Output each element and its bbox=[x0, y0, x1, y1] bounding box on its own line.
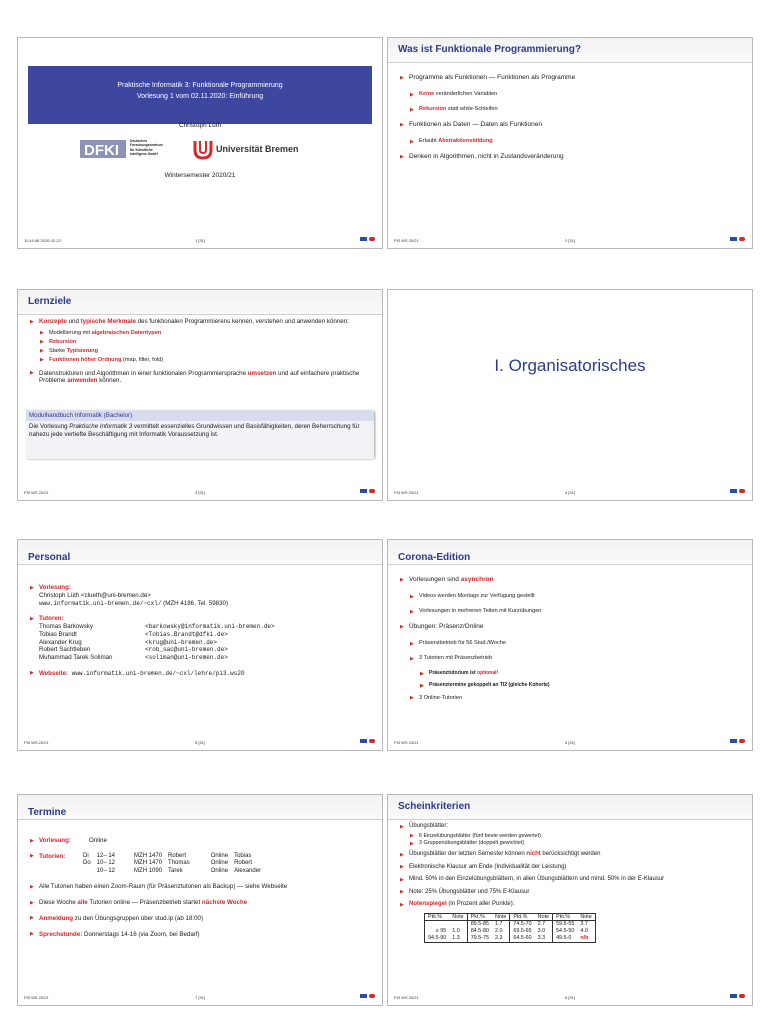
sub-bullet: ▶ Präsenzbetrieb für 56 Stud./Woche bbox=[410, 640, 742, 647]
slide-4 bbox=[388, 290, 752, 500]
footer-logo-icon bbox=[730, 488, 746, 494]
footer bbox=[394, 236, 746, 245]
bullet: ▶ Vorlesungen sind asynchron bbox=[400, 576, 742, 584]
slide-body bbox=[30, 837, 372, 947]
slide-title: Termine bbox=[28, 807, 67, 818]
footer bbox=[24, 738, 376, 747]
semester: Wintersemester 2020/21 bbox=[164, 172, 236, 179]
footer-logo-icon bbox=[360, 236, 376, 242]
bullet: ▶ Vorlesung: Christoph Lüth <clueth@uni-bremen.de> www.informatik.uni-bremen.de/~cxl/ (MZH 4186, Tel. 59830) bbox=[30, 584, 372, 607]
uni-bremen-logo bbox=[192, 138, 312, 160]
footer-page: 1 [31] bbox=[194, 238, 205, 243]
tutor-row: Alexander Krug <krug@uni-bremen.de> bbox=[39, 638, 218, 646]
sub-bullet: ▶ 3 Gruppenübungsblätter (doppelt gewichtet) bbox=[410, 840, 742, 847]
bullet: ▶ Denken in Algorithmen, nicht in Zustandsveränderung bbox=[400, 153, 742, 161]
tutorien-table bbox=[80, 853, 264, 876]
bullet: ▶ Vorlesung: Online bbox=[30, 837, 372, 845]
bullet: ▶ Tutoren: Thomas Barkowsky <barkowsky@informatik.uni-bremen.de> Tobias Brandt <Tobias.Brandt@dfki.de> Alexander Krug <krug@uni-bremen.de> Robert Sachtleben <rob_sac@uni-bremen.de> Muhammad Tarek Soliman <soliman@uni-bremen.de> bbox=[30, 615, 372, 662]
bullet: ▶ Diese Woche alle Tutorien online — Präsenzbetrieb startet nächste Woche bbox=[30, 899, 372, 907]
lecture-subtitle: Vorlesung 1 vom 02.11.2020: Einführung bbox=[136, 93, 264, 101]
sub-bullet: ▶ Videos werden Montags zur Verfügung gestellt bbox=[410, 593, 742, 600]
footer-left: PI3 WS 20/21 bbox=[394, 995, 419, 1000]
bullet: ▶ Konzepte und typische Merkmale des funktionalen Programmierens kennen, verstehen und anwenden können: bbox=[30, 318, 372, 326]
tutor-row: Robert Sachtleben <rob_sac@uni-bremen.de> bbox=[39, 646, 228, 654]
sub-bullet: ▶ Erlaubt Abstraktionsbildung bbox=[410, 138, 742, 145]
lecture-title: Praktische Informatik 3: Funktionale Programmierung bbox=[117, 82, 283, 89]
slide-title: Corona-Edition bbox=[398, 552, 471, 563]
bullet: ▶ Alle Tutorien haben einen Zoom-Raum (für Präsenztutorien als Backup) — siehe Webseite bbox=[30, 883, 372, 891]
sub-bullet: ▶ Vorlesungen in mehreren Teilen mit Kurzübungen bbox=[410, 608, 742, 615]
bullet: ▶ Programme als Funktionen — Funktionen als Programme bbox=[400, 74, 742, 82]
bullet: ▶ Webseite: www.informatik.uni-bremen.de/~cxl/lehre/pi3.ws20 bbox=[30, 670, 372, 678]
slide-header bbox=[388, 795, 752, 820]
slide-title: Scheinkriterien bbox=[398, 801, 471, 812]
footer-page: 2 [31] bbox=[564, 238, 575, 243]
sub-sub-bullet: ▶ Präsenztermine gekoppelt an TI2 (gleiche Kohorte) bbox=[420, 682, 742, 688]
footer-left: 11:44:08 2020-02-22 bbox=[24, 238, 61, 243]
footer bbox=[24, 993, 376, 1002]
footer-logo-icon bbox=[730, 236, 746, 242]
footer bbox=[394, 993, 746, 1002]
footer bbox=[394, 488, 746, 497]
footer-page: 6 [31] bbox=[564, 740, 575, 745]
footer bbox=[24, 488, 376, 497]
slide-title: Lernziele bbox=[28, 296, 72, 307]
bullet: ▶ Übungsblätter der letzten Semester können nicht berücksichtigt werden bbox=[400, 851, 742, 859]
footer bbox=[394, 738, 746, 747]
slide-2 bbox=[388, 38, 752, 248]
uni-bremen-icon bbox=[192, 138, 214, 160]
tutor-list bbox=[39, 623, 372, 662]
bullet: ▶ Übungen: Präsenz/Online bbox=[400, 623, 742, 631]
slide-body bbox=[400, 576, 742, 710]
slide-1 bbox=[18, 38, 382, 248]
footer-left: PI3 WS 20/21 bbox=[394, 490, 419, 495]
slide-header bbox=[18, 795, 382, 820]
footer-page: 7 [31] bbox=[194, 995, 205, 1000]
table-row: ≥ 95 1.0 84.5-80 2.0 69.5-65 3.0 54.5-50 4.0 bbox=[425, 928, 596, 935]
sub-bullet: ▶ 3 Online-Tutorien bbox=[410, 695, 742, 702]
footer-logo-icon bbox=[360, 488, 376, 494]
dfki-logo bbox=[80, 138, 170, 160]
table-row: Di 12– 14 MZH 1470 Robert Online Tobias bbox=[83, 852, 252, 859]
tutor-row: Tobias Brandt <Tobias.Brandt@dfki.de> bbox=[39, 630, 228, 638]
slide-header bbox=[388, 540, 752, 565]
sub-bullet: ▶ Funktionen höher Ordnung (map, filter, fold) bbox=[40, 357, 372, 364]
title-box bbox=[28, 66, 372, 124]
bullet: ▶ Note: 25% Übungsblätter und 75% E-Klausur bbox=[400, 889, 742, 897]
author: Christoph Lüth bbox=[178, 122, 222, 129]
footer-logo-icon bbox=[360, 993, 376, 999]
svg-text:DFKI: DFKI bbox=[84, 142, 119, 159]
footer bbox=[24, 236, 376, 245]
slide-body bbox=[30, 318, 372, 389]
uni-bremen-name: Universität Bremen bbox=[216, 144, 299, 154]
footer-left: PI3 WS 20/21 bbox=[394, 740, 419, 745]
bullet: ▶ Sprechstunde: Donnerstags 14-16 (via Zoom, bei Bedarf) bbox=[30, 931, 372, 939]
bullet: ▶ Übungsblätter: bbox=[400, 823, 742, 831]
slide-title: Personal bbox=[28, 552, 71, 563]
table-row: 94.5-90 1.3 79.5-75 2.3 64.5-60 3.3 49.5-0 n/b bbox=[425, 935, 596, 942]
grade-table bbox=[424, 913, 596, 943]
slide-header bbox=[388, 38, 752, 63]
footer-left: PI3 WS 20/21 bbox=[24, 740, 49, 745]
dfki-text: Deutsches Forschungszentrum für Künstliche Intelligenz GmbH bbox=[130, 139, 163, 156]
section-title: I. Organisatorisches bbox=[494, 356, 646, 375]
slide-header bbox=[18, 540, 382, 565]
table-row: Do 10– 12 MZH 1470 Thomas Online Robert bbox=[83, 860, 253, 867]
tutor-row: Muhammad Tarek Soliman <soliman@uni-bremen.de> bbox=[39, 654, 228, 661]
module-box-text: Die Vorlesung Praktische Informatik 3 vermittelt essenzielles Grundwissen und Basisfähigkeiten, deren Beherrschung für nahezu jede vertiefte Beschäftigung mit Informatik Voraussetzung ist. bbox=[26, 421, 374, 459]
sub-bullet: ▶ Rekursion bbox=[40, 339, 372, 346]
footer-left: PI3 WS 20/21 bbox=[24, 995, 49, 1000]
table-row: 89.5-85 1.7 74.5-70 2.7 59.5-55 3.7 bbox=[425, 921, 596, 928]
module-box bbox=[26, 410, 374, 458]
sub-sub-bullet: ▶ Präsenztutorium ist optional! bbox=[420, 670, 742, 676]
sub-bullet: ▶ Rekursion statt while-Schleifen bbox=[410, 106, 742, 113]
slide-body bbox=[400, 74, 742, 170]
table-row: 10– 12 MZH 1090 Tarek Online Alexander bbox=[96, 867, 262, 874]
footer-logo-icon bbox=[730, 738, 746, 744]
sub-bullet: ▶ 6 Einzelübungsblätter (fünf beste werden gewertet) bbox=[410, 833, 742, 840]
sub-bullet: ▶ Modellierung mit algebraischen Datentypen bbox=[40, 330, 372, 337]
slide-6 bbox=[388, 540, 752, 750]
bullet: ▶ Anmeldung zu den Übungsgruppen über stud.ip (ab 18:00) bbox=[30, 915, 372, 923]
footer-logo-icon bbox=[730, 993, 746, 999]
footer-page: 4 [31] bbox=[564, 490, 575, 495]
slide-5 bbox=[18, 540, 382, 750]
footer-logo-icon bbox=[360, 738, 376, 744]
slide-8 bbox=[388, 795, 752, 1005]
bullet: ▶ Mind. 50% in den Einzelübungsblättern, in allen Übungsblättern und mind. 50% in der E-Klausur bbox=[400, 876, 742, 884]
sub-bullet: ▶ Keine veränderlichen Variablen bbox=[410, 91, 742, 98]
footer-left: PI3 WS 20/21 bbox=[394, 238, 419, 243]
footer-page: 8 [31] bbox=[564, 995, 575, 1000]
slide-3 bbox=[18, 290, 382, 500]
footer-page: 3 [31] bbox=[194, 490, 205, 495]
slide-body bbox=[30, 584, 372, 687]
module-box-title: Modulhandbuch Informatik (Bachelor) bbox=[26, 410, 374, 421]
bullet: ▶ Tutorien: Di 12– 14 MZH 1470 Robert Online Tobias Do 10– 12 MZH 1470 Thomas Online Robert 10– 12 MZH 1090 Tarek Online Alexander bbox=[30, 853, 372, 876]
footer-page: 5 [31] bbox=[194, 740, 205, 745]
bullet: ▶ Elektronische Klausur am Ende (Individualität der Leistung) bbox=[400, 864, 742, 872]
sub-bullet: ▶ Starke Typisierung bbox=[40, 348, 372, 355]
sub-bullet: ▶ 3 Tutorien mit Präsenzbetrieb bbox=[410, 655, 742, 662]
bullet: ▶ Notenspiegel (in Prozent aller Punkte): bbox=[400, 901, 742, 909]
table-header-row: Pkt.% Note Pkt.% Note Pkt.% Note Pkt.% Note bbox=[425, 913, 596, 921]
slide-7 bbox=[18, 795, 382, 1005]
slide-body bbox=[400, 823, 742, 943]
slide-title: Was ist Funktionale Programmierung? bbox=[398, 44, 581, 55]
bullet: ▶ Datenstrukturen und Algorithmen in einer funktionalen Programmiersprache umsetzen und auf einfachere praktische Probleme anwenden können. bbox=[30, 370, 372, 386]
tutor-row: Thomas Barkowsky <barkowsky@informatik.uni-bremen.de> bbox=[39, 623, 275, 630]
bullet: ▶ Funktionen als Daten — Daten als Funktionen bbox=[400, 121, 742, 129]
footer-left: PI3 WS 20/21 bbox=[24, 490, 49, 495]
slide-header bbox=[18, 290, 382, 315]
